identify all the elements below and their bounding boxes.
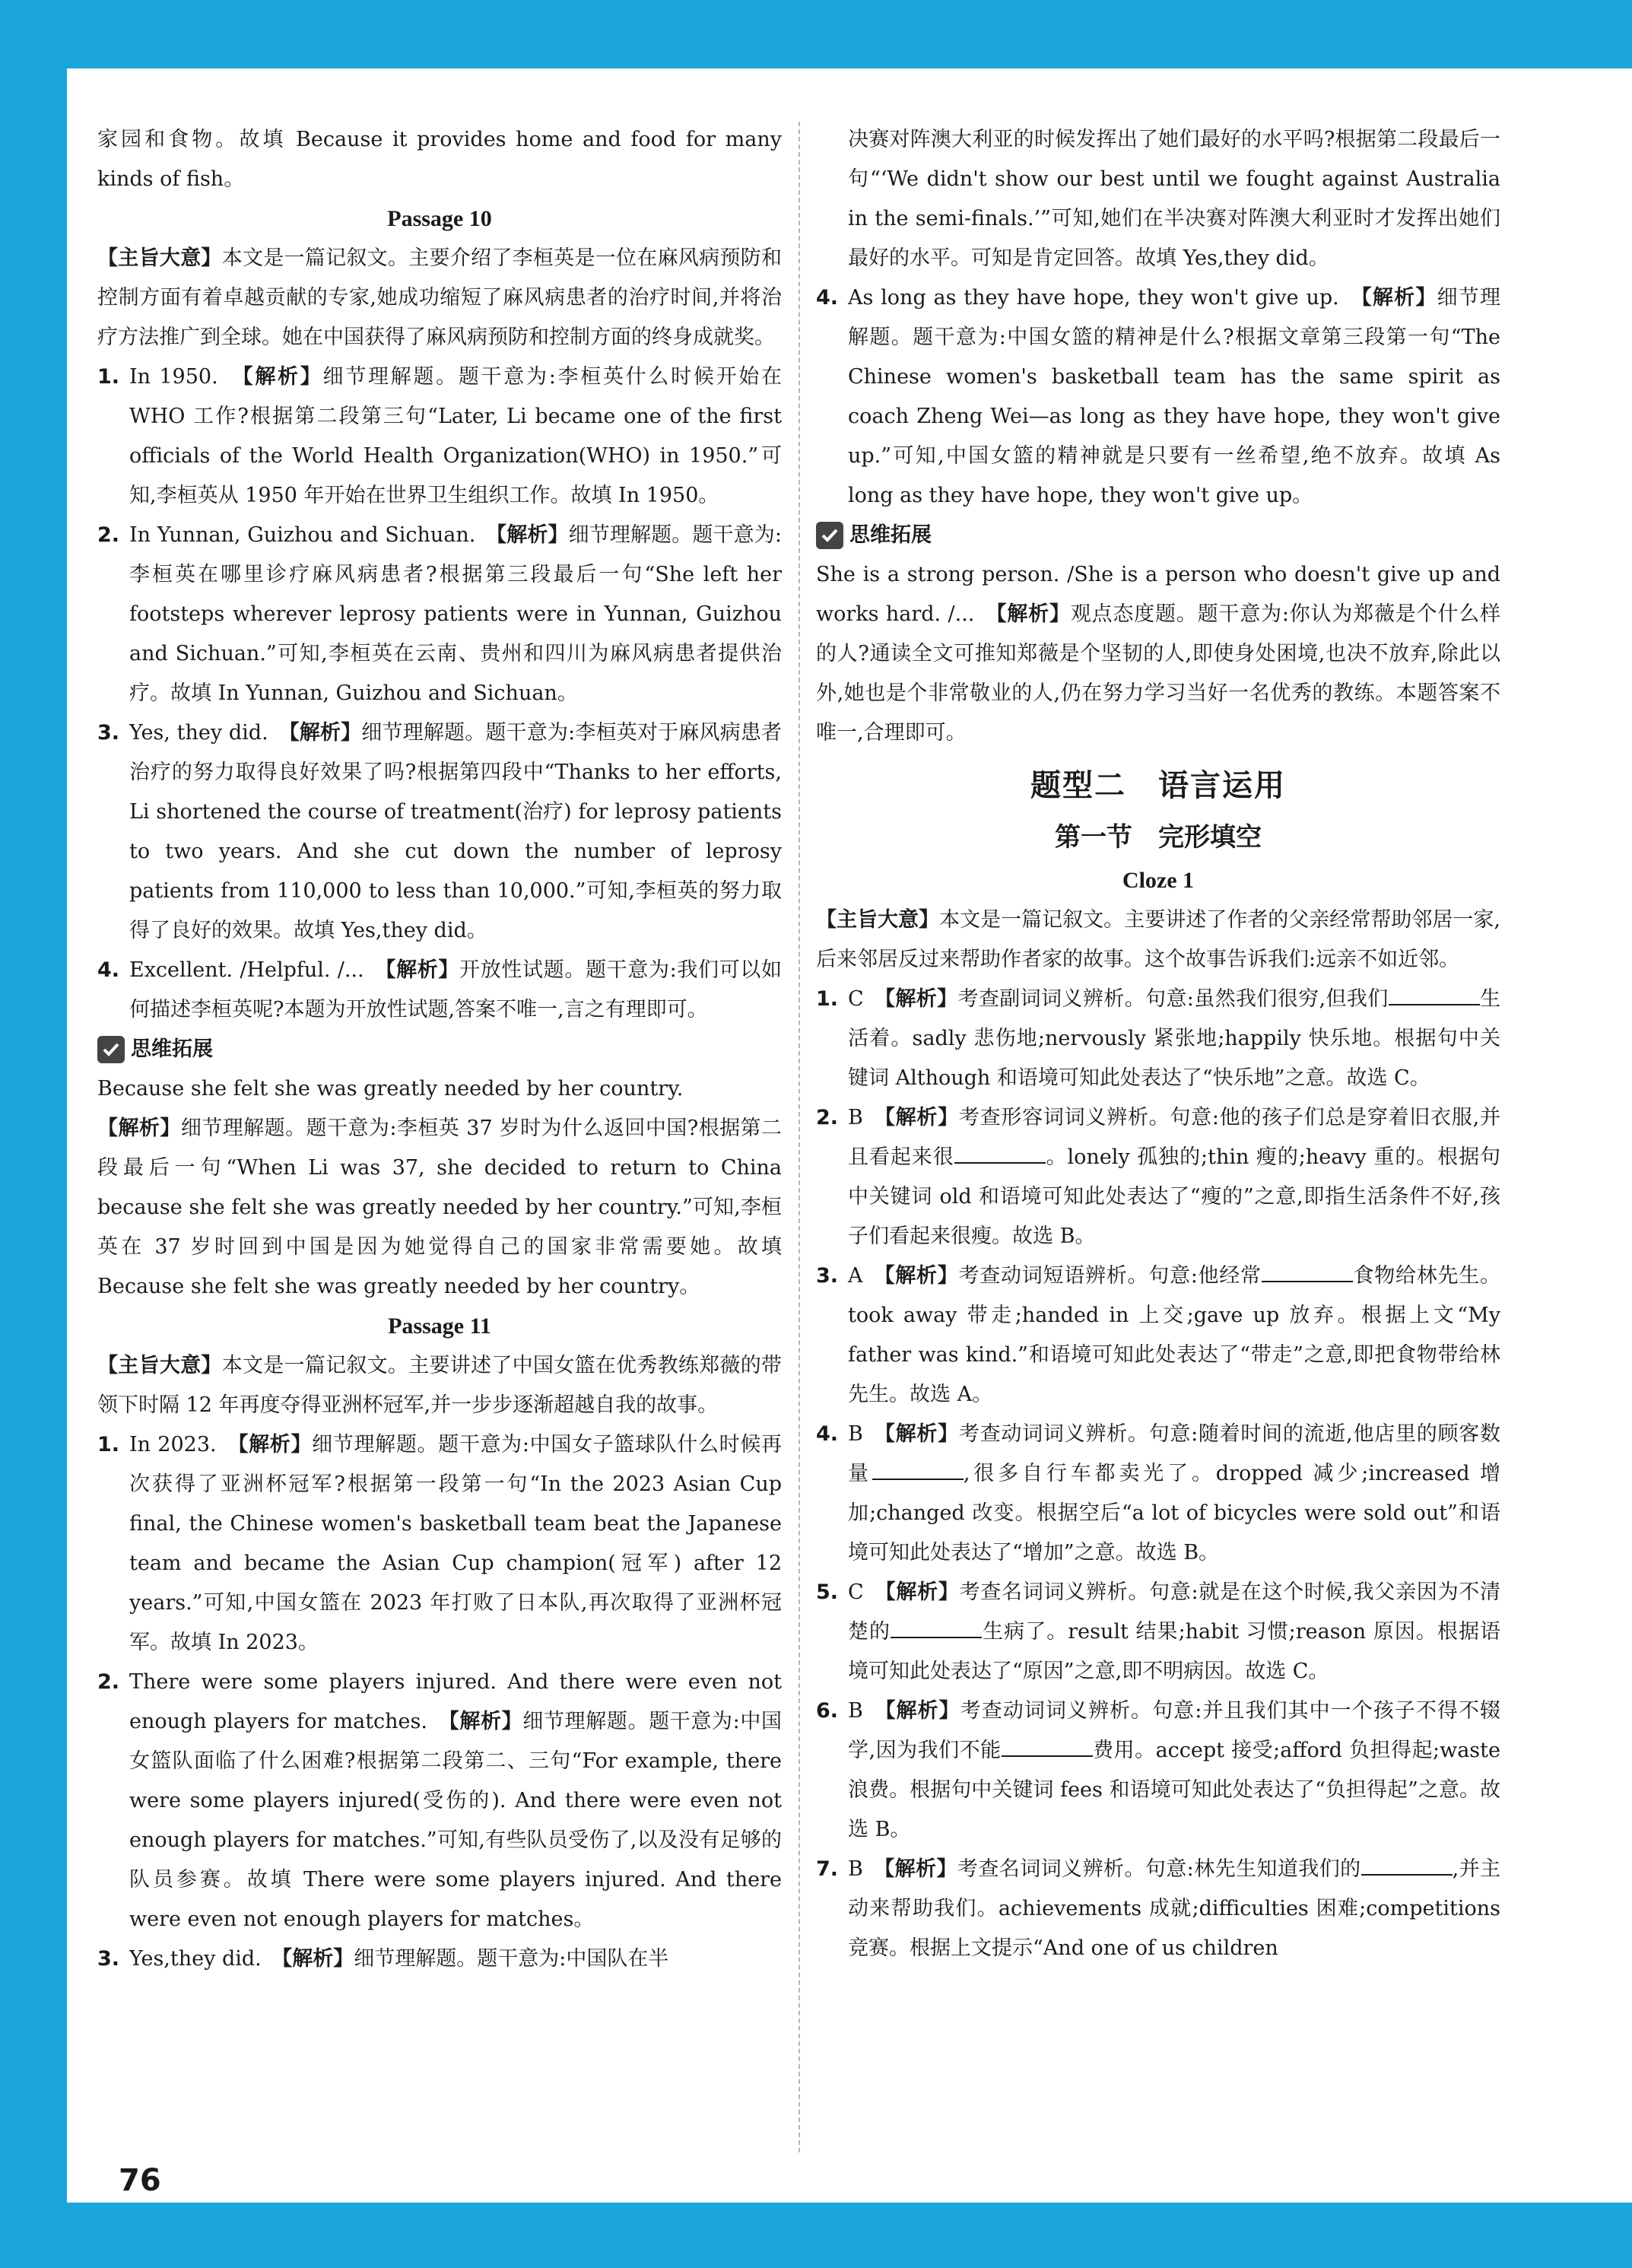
analysis-text-before: 考查动词短语辨析。句意:他经常 [958, 1264, 1262, 1288]
item-answer: As long as they have hope, they won't give up. [848, 286, 1339, 310]
blank-line [1262, 1259, 1353, 1282]
blank-line [1361, 1853, 1453, 1876]
cloze-item-5 [816, 1573, 1500, 1691]
item-answer: In 1950. [129, 365, 218, 389]
analysis-text: 细节理解题。题干意为:中国女篮的精神是什么?根据文章第三段第一句“The Chinese women's basketball team has the same spirit as coach Zheng Wei—as long as they have hope, they won't give up.”可知,中国女篮的精神就是只要有一丝希望,绝不放弃。故填 As long as they have hope, they won't give up。 [848, 286, 1501, 507]
item-number: 3. [816, 1264, 839, 1288]
right-column [816, 120, 1500, 1968]
item-answer: B [848, 1857, 863, 1881]
think-analysis [816, 555, 1500, 753]
p10-item-4 [97, 951, 782, 1030]
analysis-tag: 【解析】 [884, 1857, 957, 1881]
analysis-text: 细节理解题。题干意为:中国队在半 [354, 1947, 669, 1971]
item-answer: Yes, they did. [129, 721, 268, 745]
p10-item-1 [97, 357, 782, 516]
analysis-text-after: ,很多自行车都卖光了。dropped 减少;increased 增加;changed 改变。根据空后“a lot of bicycles were sold out”和语境可知此处表达了“增加”之意。故选 B。 [848, 1462, 1500, 1564]
cloze-item-7 [816, 1850, 1500, 1968]
think-extend-header [816, 516, 1500, 555]
item-number: 4. [97, 958, 120, 982]
item-number: 5. [816, 1580, 839, 1604]
item-answer: B [848, 1699, 863, 1723]
item-number: 4. [816, 1422, 839, 1446]
item-continuation: 决赛对阵澳大利亚的时候发挥出了她们最好的水平吗?根据第二段最后一句“‘We didn't show our best until we fought against Australia in the semi-finals.’”可知,她们在半决赛对阵澳大利亚时才发挥出她们最好的水平。可知是肯定回答。故填 Yes,they did。 [848, 128, 1500, 270]
item-number: 1. [97, 365, 120, 389]
analysis-text-after: 食物给林先生。took away 带走;handed in 上交;gave up 放弃。根据上文“My father was kind.”和语境可知此处表达了“带走”之意,即把食物带给林先生。故选 A。 [848, 1264, 1501, 1406]
column-divider [799, 122, 800, 2152]
item-number: 1. [97, 1433, 120, 1456]
item-number: 4. [816, 286, 839, 310]
left-column [97, 120, 782, 1979]
analysis-tag: 【解析】 [496, 523, 569, 547]
main-idea-tag: 【主旨大意】 [97, 1354, 222, 1377]
item-answer: In 2023. [129, 1433, 217, 1456]
p11-item-2 [97, 1663, 782, 1939]
cloze-item-3 [816, 1256, 1500, 1415]
cloze-item-6 [816, 1691, 1500, 1850]
analysis-tag: 【解析】 [884, 1422, 959, 1446]
item-number: 2. [97, 523, 120, 547]
analysis-tag: 【解析】 [237, 1433, 313, 1456]
main-idea-tag: 【主旨大意】 [97, 246, 222, 270]
item-number: 3. [97, 721, 120, 745]
cloze-item-1 [816, 980, 1500, 1098]
analysis-text: 细节理解题。题干意为:李桓英 37 岁时为什么返回中国?根据第二段最后一句“When Li was 37, she decided to return to China because she felt she was greatly needed by her country.”可知,李桓英在 37 岁时回到中国是因为她觉得自己的国家非常需要她。故填 Because she felt she was greatly needed by her country。 [97, 1117, 783, 1298]
cloze-item-2 [816, 1098, 1500, 1256]
cloze-heading: Cloze 1 [1122, 868, 1195, 893]
analysis-tag: 【解析】 [1361, 286, 1437, 310]
analysis-tag: 【解析】 [449, 1710, 523, 1733]
analysis-tag: 【解析】 [289, 721, 362, 745]
analysis-text: 细节理解题。题干意为:李桓英对于麻风病患者治疗的努力取得良好效果了吗?根据第四段中“Thanks to her efforts, Li shortened the course of treatment(治疗) for leprosy patients to two years. And she cut down the number of leprosy patients from 110,000 to less than 10,000.”可知,李桓英的努力取得了良好的效果。故填 Yes,they did。 [129, 721, 783, 942]
think-extend-title: 思维拓展 [131, 1037, 213, 1061]
subsection-title: 第一节 完形填空 [1055, 822, 1262, 853]
analysis-text-after: 生病了。result 结果;habit 习惯;reason 原因。根据语境可知此处表达了“原因”之意,即不明病因。故选 C。 [848, 1620, 1501, 1683]
main-idea-text: 本文是一篇记叙文。主要讲述了中国女篮在优秀教练郑薇的带领下时隔 12 年再度夺得亚洲杯冠军,并一步步逐渐超越自我的故事。 [97, 1354, 782, 1417]
blank-line [954, 1141, 1046, 1164]
blank-line [891, 1615, 982, 1638]
intro-line: 家园和食物。故填 Because it provides home and food for many kinds of fish。 [97, 128, 782, 191]
item-answer: There were some players injured. And there were even not enough players for matches. [129, 1670, 782, 1733]
page-number: 76 [119, 2163, 161, 2198]
analysis-tag: 【解析】 [385, 958, 460, 982]
analysis-tag: 【解析】 [97, 1117, 181, 1140]
blank-line [1002, 1734, 1093, 1757]
analysis-text-before: 考查动词词义辨析。句意:随着时间的流逝,他店里的顾客数量 [848, 1422, 1500, 1485]
analysis-text-after: 生活着。sadly 悲伤地;nervously 紧张地;happily 快乐地。根据句中关键词 Although 和语境可知此处表达了“快乐地”之意。故选 C。 [848, 987, 1501, 1090]
checkmark-icon [816, 522, 843, 549]
think-answer: Because she felt she was greatly needed by her country. [97, 1077, 684, 1101]
main-idea-text: 本文是一篇记叙文。主要介绍了李桓英是一位在麻风病预防和控制方面有着卓越贡献的专家,她成功缩短了麻风病患者的治疗时间,并将治疗方法推广到全球。她在中国获得了麻风病预防和控制方面的终身成就奖。 [97, 246, 782, 349]
cloze-item-4 [816, 1415, 1500, 1573]
analysis-tag: 【解析】 [884, 1264, 959, 1288]
answer-page [67, 68, 1632, 2203]
analysis-text-after: 费用。accept 接受;afford 负担得起;waste 浪费。根据句中关键词 fees 和语境可知此处表达了“负担得起”之意。故选 B。 [848, 1739, 1500, 1841]
item-number: 2. [97, 1670, 120, 1694]
p10-item-2 [97, 516, 782, 713]
passage-11-main-idea [97, 1346, 782, 1425]
think-extend-title: 思维拓展 [849, 523, 932, 547]
p11-item-4 [816, 278, 1500, 516]
think-answer: She is a strong person. /She is a person who doesn't give up and works hard. /... [816, 563, 1500, 626]
analysis-text: 细节理解题。题干意为:中国女子篮球队什么时候再次获得了亚洲杯冠军?根据第一段第一句“In the 2023 Asian Cup final, the Chinese women's basketball team beat the Japanese team and became the Asian Cup champion(冠军) after 12 years.”可知,中国女篮在 2023 年打败了日本队,再次取得了亚洲杯冠军。故填 In 2023。 [129, 1433, 782, 1654]
analysis-text-before: 考查动词词义辨析。句意:并且我们其中一个孩子不得不辍学,因为我们不能 [848, 1699, 1500, 1762]
item-number: 3. [97, 1947, 120, 1971]
analysis-tag: 【解析】 [885, 1580, 960, 1604]
think-analysis [97, 1109, 782, 1307]
item-number: 6. [816, 1699, 839, 1723]
item-answer: C [848, 987, 864, 1011]
item-answer: Yes,they did. [129, 1947, 262, 1971]
checkmark-icon [97, 1036, 125, 1063]
item-number: 1. [816, 987, 839, 1011]
item-answer: In Yunnan, Guizhou and Sichuan. [129, 523, 476, 547]
passage-10-main-idea [97, 239, 782, 357]
analysis-tag: 【解析】 [281, 1947, 354, 1971]
item-answer: Excellent. /Helpful. /... [129, 958, 364, 982]
analysis-text-before: 考查名词词义辨析。句意:就是在这个时候,我父亲因为不清楚的 [848, 1580, 1501, 1644]
analysis-text-before: 考查名词词义辨析。句意:林先生知道我们的 [957, 1857, 1361, 1881]
analysis-tag: 【解析】 [243, 365, 323, 389]
main-idea-text: 本文是一篇记叙文。主要讲述了作者的父亲经常帮助邻居一家,后来邻居反过来帮助作者家的故事。这个故事告诉我们:远亲不如近邻。 [816, 908, 1500, 971]
main-idea-tag: 【主旨大意】 [816, 908, 940, 932]
analysis-text-before: 考查形容词词义辨析。句意:他的孩子们总是穿着旧衣服,并且看起来很 [848, 1106, 1500, 1169]
item-answer: A [848, 1264, 863, 1288]
p11-item-1 [97, 1425, 782, 1663]
analysis-tag: 【解析】 [884, 987, 958, 1011]
p11-item-3 [97, 1939, 782, 1979]
blank-line [872, 1457, 964, 1480]
analysis-text-after: ,并主动来帮助我们。achievements 成就;difficulties 困难;competitions 竞赛。根据上文提示“And one of us children [848, 1857, 1500, 1960]
analysis-text-before: 考查副词词义辨析。句意:虽然我们很穷,但我们 [957, 987, 1389, 1011]
analysis-tag: 【解析】 [884, 1699, 960, 1723]
p10-item-3 [97, 713, 782, 951]
analysis-tag: 【解析】 [996, 602, 1071, 626]
passage-11-heading: Passage 11 [388, 1313, 491, 1339]
think-extend-header [97, 1030, 782, 1069]
analysis-text: 细节理解题。题干意为:李桓英在哪里诊疗麻风病患者?根据第三段最后一句“She left her footsteps wherever leprosy patients were in Yunnan, Guizhou and Sichuan.”可知,李桓英在云南、贵州和四川为麻风病患者提供治疗。故填 In Yunnan, Guizhou and Sichuan。 [129, 523, 783, 705]
blank-line [1389, 983, 1480, 1005]
item-number: 7. [816, 1857, 839, 1881]
analysis-text: 细节理解题。题干意为:李桓英什么时候开始在 WHO 工作?根据第二段第三句“Later, Li became one of the first officials of the World Health Organization(WHO) in 1950.”可知,李桓英从 1950 年开始在世界卫生组织工作。故填 In 1950。 [129, 365, 783, 507]
item-answer: C [848, 1580, 864, 1604]
analysis-tag: 【解析】 [884, 1106, 959, 1129]
analysis-text: 观点态度题。题干意为:你认为郑薇是个什么样的人?通读全文可推知郑薇是个坚韧的人,即使身处困境,也决不放弃,除此以外,她也是个非常敬业的人,仍在努力学习当好一名优秀的教练。本题答案不唯一,合理即可。 [816, 602, 1500, 745]
section-title: 题型二 语言运用 [1030, 768, 1286, 803]
cloze-main-idea [816, 901, 1500, 980]
item-number: 2. [816, 1106, 839, 1129]
passage-10-heading: Passage 10 [387, 206, 492, 231]
analysis-text-after: 。lonely 孤独的;thin 瘦的;heavy 重的。根据句中关键词 old 和语境可知此处表达了“瘦的”之意,即指生活条件不好,孩子们看起来很瘦。故选 B。 [848, 1145, 1500, 1248]
item-answer: B [848, 1106, 863, 1129]
analysis-text: 开放性试题。题干意为:我们可以如何描述李桓英呢?本题为开放性试题,答案不唯一,言之有理即可。 [129, 958, 783, 1021]
analysis-text: 细节理解题。题干意为:中国女篮队面临了什么困难?根据第二段第二、三句“For example, there were some players injured(受伤的). And there were even not enough players for matches.”可知,有些队员受伤了,以及没有足够的队员参赛。故填 There were some players injured. And there were even not enough players for matches。 [129, 1710, 783, 1931]
item-answer: B [848, 1422, 863, 1446]
